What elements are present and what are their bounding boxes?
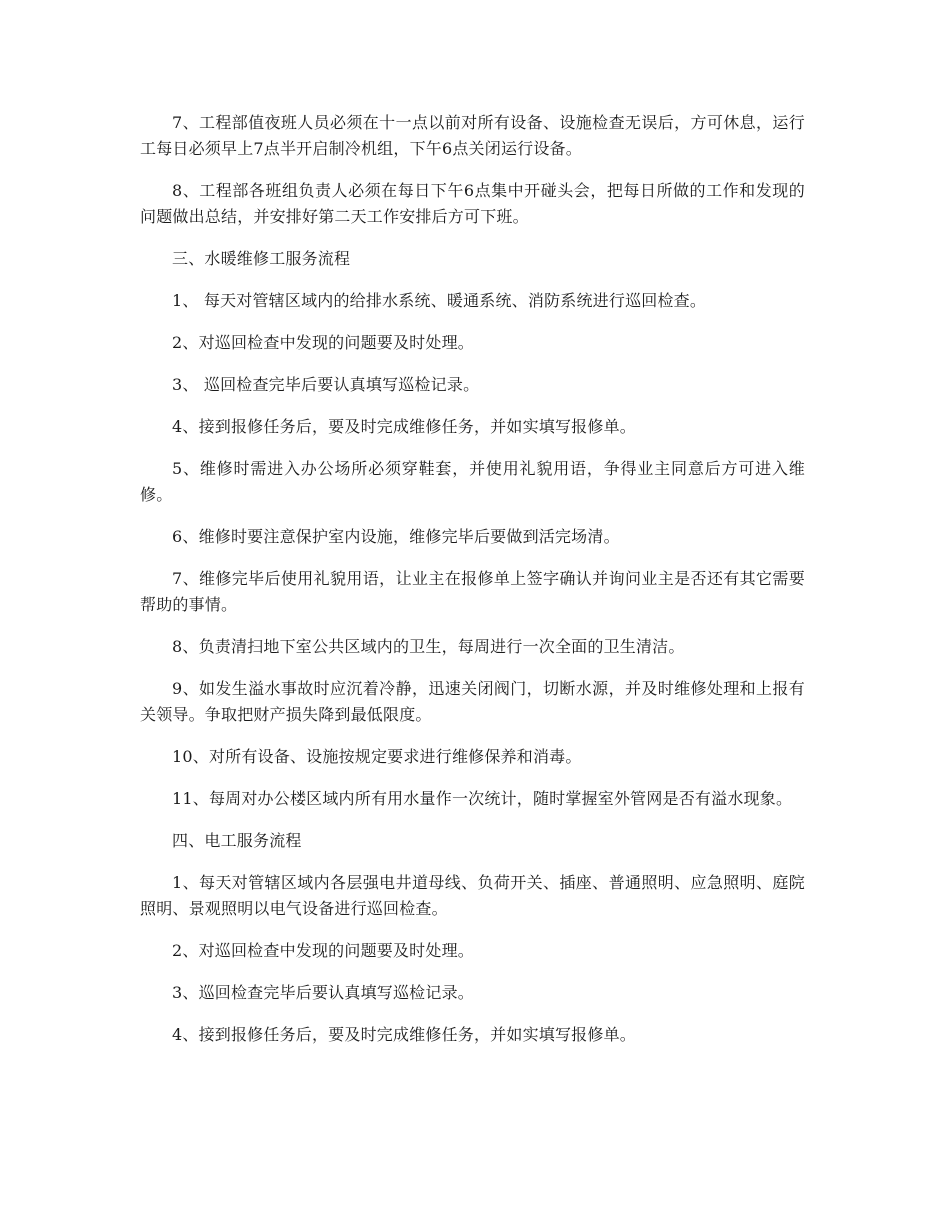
paragraph-team-meeting-rule: 8、工程部各班组负责人必须在每日下午6点集中开碰头会，把每日所做的工作和发现的问题做出总结，并安排好第二天工作安排后方可下班。 [140, 181, 805, 226]
paragraph-electrician-step: 3、巡回检查完毕后要认真填写巡检记录。 [172, 983, 474, 1002]
paragraph-plumbing-step: 4、接到报修任务后，要及时完成维修任务，并如实填写报修单。 [172, 417, 636, 436]
paragraph-plumbing-step: 10、对所有设备、设施按规定要求进行维修保养和消毒。 [172, 747, 582, 766]
paragraph-plumbing-step: 9、如发生溢水事故时应沉着冷静，迅速关闭阀门，切断水源，并及时维修处理和上报有关领导。争取把财产损失降到最低限度。 [140, 679, 805, 724]
paragraph-plumbing-step: 11、每周对办公楼区域内所有用水量作一次统计，随时掌握室外管网是否有溢水现象。 [172, 789, 793, 808]
paragraph-plumbing-step: 2、对巡回检查中发现的问题要及时处理。 [172, 333, 474, 352]
section-heading-electrician: 四、电工服务流程 [172, 831, 302, 850]
document-page [140, 110, 805, 1064]
paragraph-plumbing-step: 5、维修时需进入办公场所必须穿鞋套，并使用礼貌用语，争得业主同意后方可进入维修。 [140, 459, 805, 504]
paragraph-plumbing-step: 6、维修时要注意保护室内设施，维修完毕后要做到活完场清。 [172, 527, 620, 546]
paragraph-plumbing-step: 8、负责清扫地下室公共区域内的卫生，每周进行一次全面的卫生清洁。 [172, 637, 685, 656]
paragraph-electrician-step: 1、每天对管辖区域内各层强电井道母线、负荷开关、插座、普通照明、应急照明、庭院照明、景观照明以电气设备进行巡回检查。 [140, 873, 805, 918]
paragraph-electrician-step: 4、接到报修任务后，要及时完成维修任务，并如实填写报修单。 [172, 1025, 636, 1044]
paragraph-plumbing-step: 7、维修完毕后使用礼貌用语，让业主在报修单上签字确认并询问业主是否还有其它需要帮助的事情。 [140, 569, 805, 614]
paragraph-plumbing-step: 3、 巡回检查完毕后要认真填写巡检记录。 [172, 375, 480, 394]
paragraph-night-shift-rule: 7、工程部值夜班人员必须在十一点以前对所有设备、设施检查无误后，方可休息，运行工每日必须早上7点半开启制冷机组，下午6点关闭运行设备。 [140, 113, 805, 158]
paragraph-electrician-step: 2、对巡回检查中发现的问题要及时处理。 [172, 941, 474, 960]
section-heading-plumbing: 三、水暖维修工服务流程 [172, 249, 351, 268]
paragraph-plumbing-step: 1、 每天对管辖区域内的给排水系统、暖通系统、消防系统进行巡回检查。 [172, 291, 707, 310]
